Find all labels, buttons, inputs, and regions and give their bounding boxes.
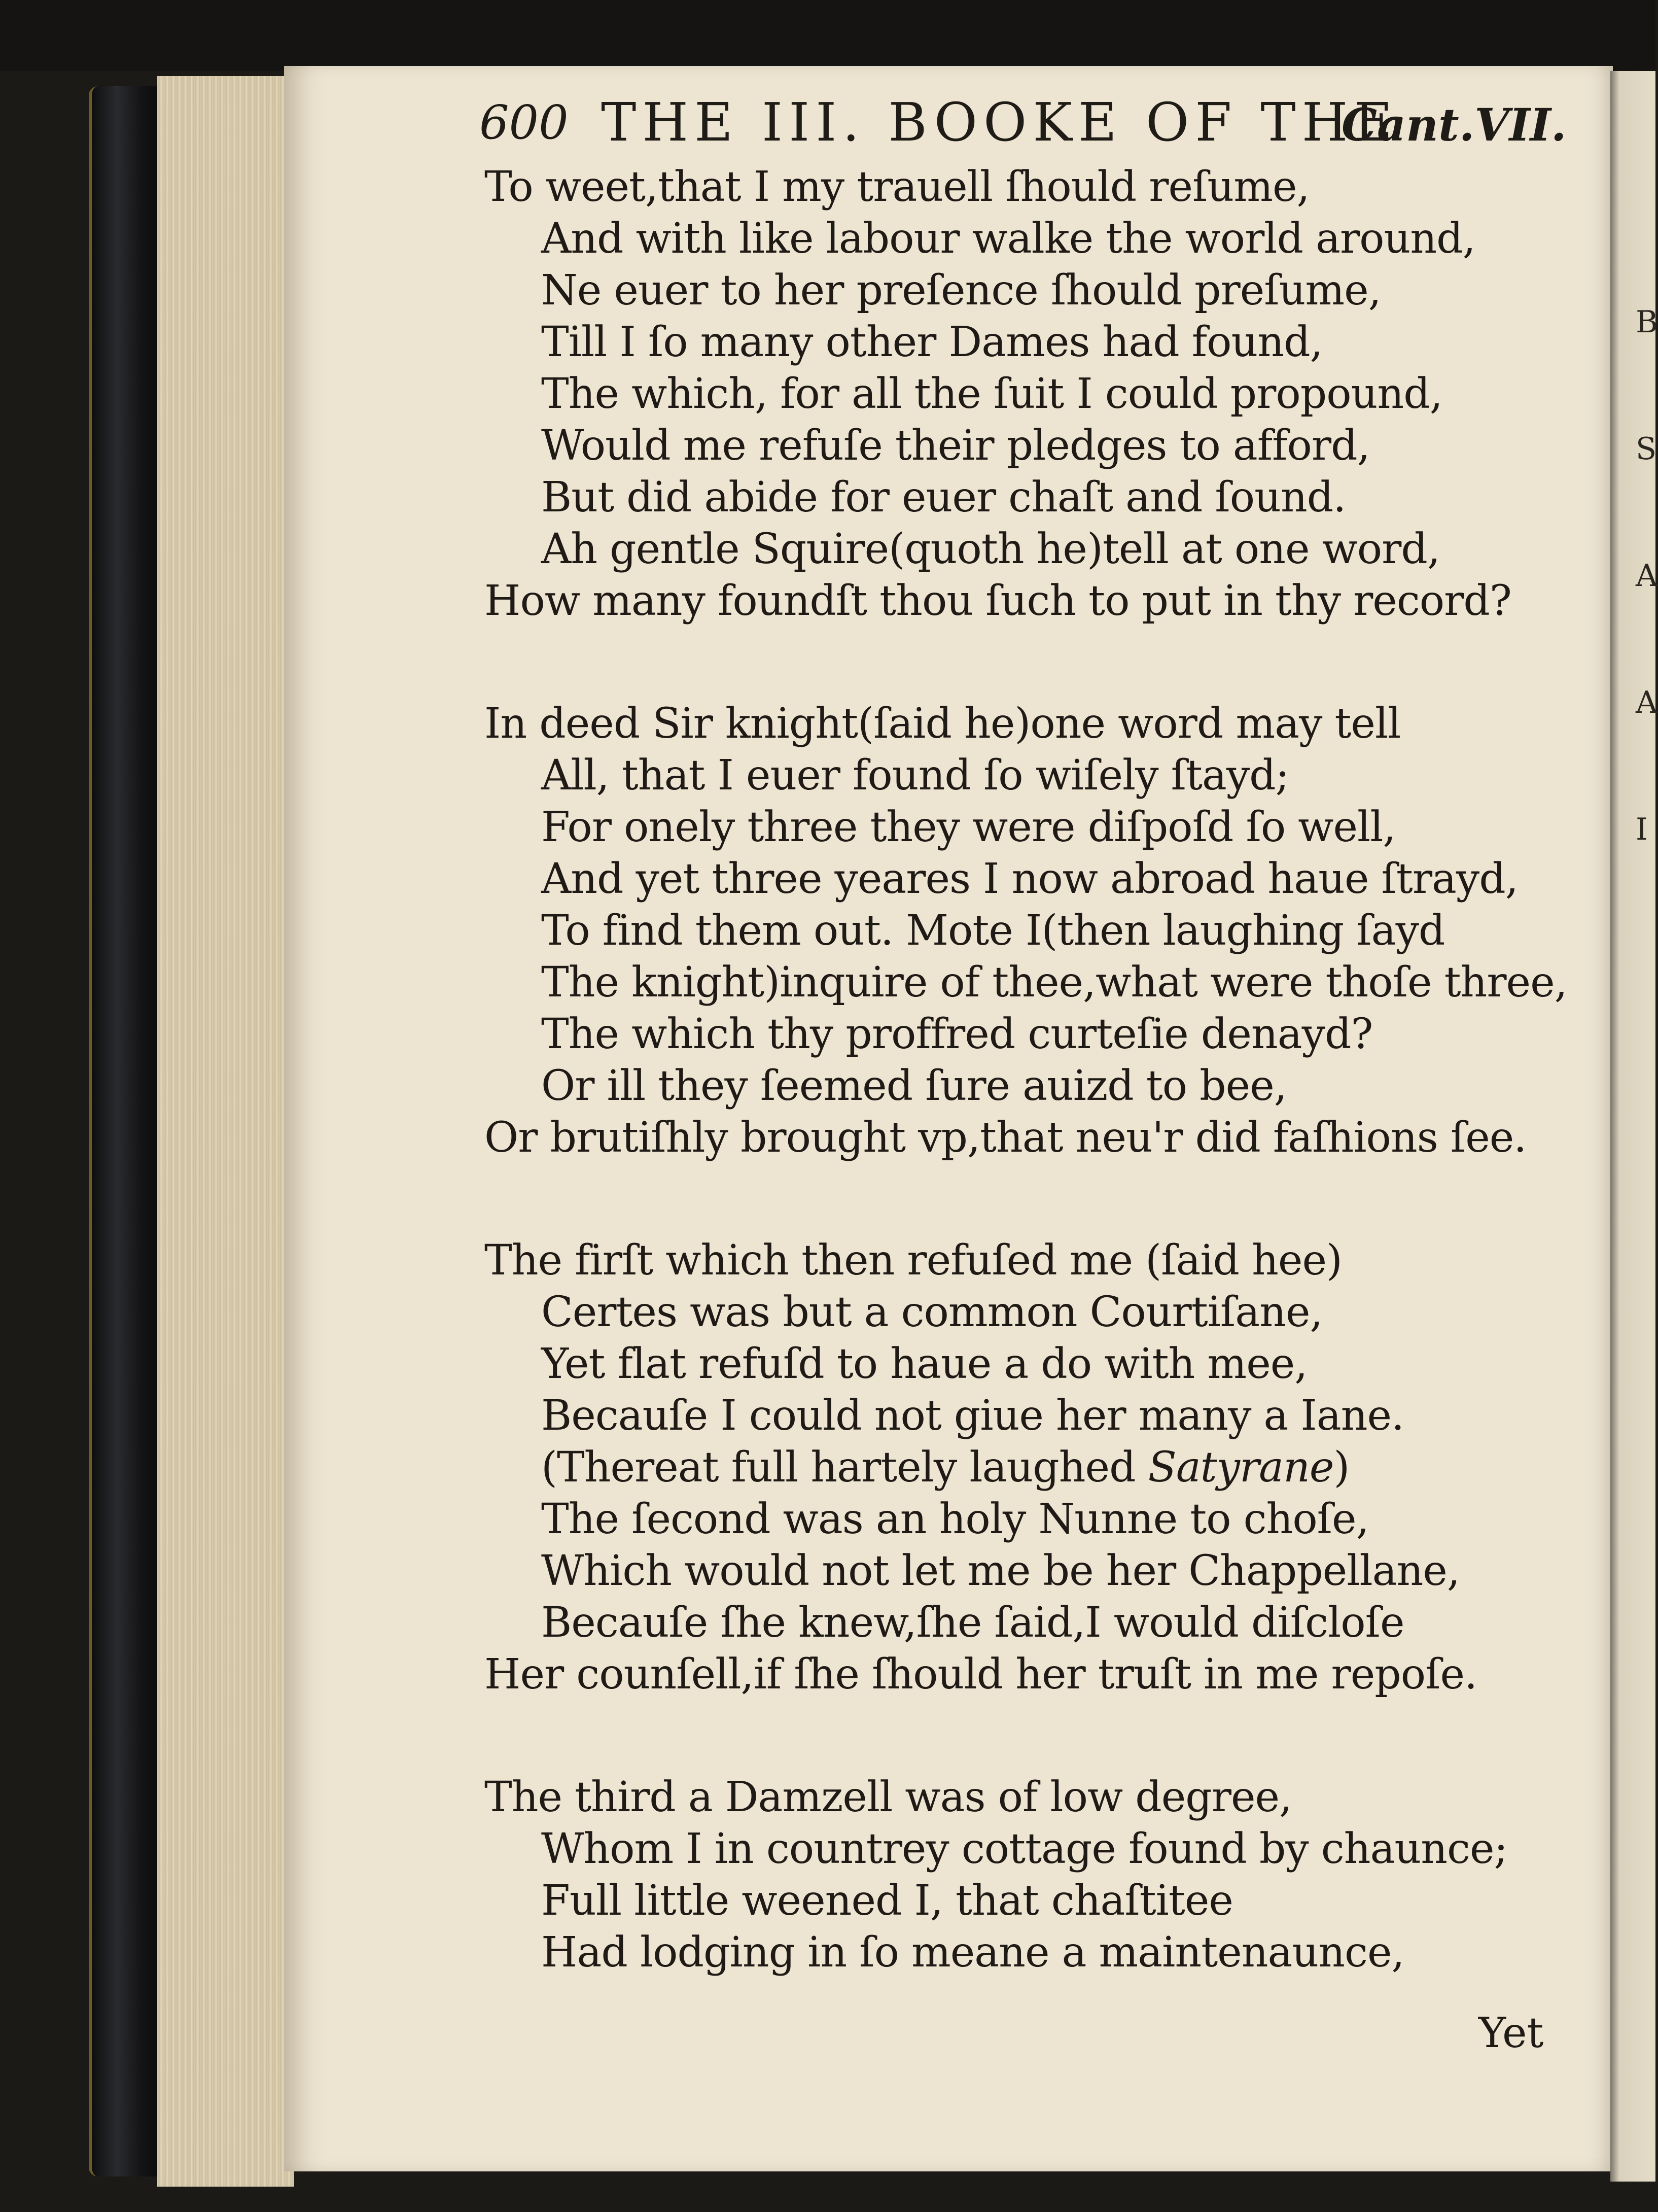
verse-line	[484, 368, 1575, 420]
poem-text	[484, 161, 1575, 1979]
verse-text: Becauſe I could not giue her many a Iane.	[541, 1392, 1404, 1440]
verse-text: Full little weened I, that chaſtitee	[541, 1877, 1233, 1925]
verse-line	[484, 213, 1575, 265]
verse-line	[484, 1287, 1575, 1338]
verse-line	[484, 161, 1575, 213]
verse-line	[484, 1772, 1575, 1823]
verse-text: Which would not let me be her Chappellane,	[541, 1547, 1460, 1595]
book-cover	[89, 86, 163, 2176]
verse-line	[484, 1494, 1575, 1545]
verse-line	[484, 1442, 1575, 1494]
verse-text: To weet,that I my trauell ſhould reſume,	[484, 163, 1310, 211]
verse-line	[484, 265, 1575, 317]
verse-line	[484, 1060, 1575, 1112]
facing-page-letter: S	[1636, 431, 1657, 467]
verse-line	[484, 1338, 1575, 1390]
verse-line	[484, 1235, 1575, 1287]
facing-page-letter: A	[1636, 558, 1658, 594]
verse-line	[484, 1112, 1575, 1164]
verse-line	[484, 1545, 1575, 1597]
verse-line	[484, 957, 1575, 1009]
verse-line	[484, 524, 1575, 575]
verse-text: And with like labour walke the world around,	[541, 215, 1475, 263]
facing-page-letter: I	[1636, 812, 1648, 847]
stanza	[484, 161, 1575, 627]
verse-line	[484, 905, 1575, 957]
verse-text: Or brutiſhly brought vp,that neu'r did faſhions ſee.	[484, 1114, 1527, 1162]
verse-text: Would me refuſe their pledges to afford,	[541, 422, 1370, 470]
verse-text: Ne euer to her preſence ſhould preſume,	[541, 266, 1381, 315]
page-header	[0, 91, 1655, 157]
verse-line	[484, 1823, 1575, 1875]
verse-line	[484, 317, 1575, 368]
canto-label: Cant.VII.	[1342, 98, 1567, 151]
verse-text-tail: )	[1333, 1443, 1350, 1492]
verse-line	[484, 853, 1575, 905]
verse-line	[484, 1597, 1575, 1649]
verse-line	[484, 1875, 1575, 1927]
verse-line	[484, 750, 1575, 802]
verse-text: But did abide for euer chaſt and ſound.	[541, 473, 1346, 522]
verse-text: How many foundſt thou ſuch to put in thy record?	[484, 577, 1511, 625]
verse-text: Till I ſo many other Dames had found,	[541, 318, 1323, 366]
verse-text: (Thereat full hartely laughed	[541, 1443, 1148, 1492]
running-title: THE III. BOOKE OF THE	[601, 91, 1399, 153]
proper-name: Satyrane	[1148, 1443, 1334, 1492]
page-number: 600	[479, 95, 569, 150]
verse-text: Had lodging in ſo meane a maintenaunce,	[541, 1928, 1404, 1977]
stanza	[484, 698, 1575, 1164]
stanza	[484, 1235, 1575, 1701]
verse-text: Yet flat refuſd to haue a do with mee,	[541, 1340, 1308, 1388]
verse-text: The firſt which then refuſed me (ſaid hee)	[484, 1236, 1342, 1285]
verse-line	[484, 1009, 1575, 1060]
verse-text: Certes was but a common Courtiſane,	[541, 1288, 1323, 1336]
verse-text: The ſecond was an holy Nunne to choſe,	[541, 1495, 1369, 1543]
page-edges	[157, 76, 294, 2187]
verse-text: In deed Sir knight(ſaid he)one word may tell	[484, 700, 1401, 748]
verse-text: Becauſe ſhe knew,ſhe ſaid,I would diſcloſe	[541, 1599, 1404, 1647]
verse-text: To find them out. Mote I(then laughing ſayd	[541, 907, 1445, 955]
background-top	[0, 0, 1655, 71]
verse-line	[484, 1649, 1575, 1701]
verse-text: The knight)inquire of thee,what were thoſe three,	[541, 958, 1567, 1007]
verse-text: Ah gentle Squire(quoth he)tell at one word,	[541, 525, 1440, 573]
verse-text: The which, for all the ſuit I could propound,	[541, 370, 1442, 418]
facing-page-letters	[1636, 304, 1658, 939]
catchword: Yet	[1478, 2009, 1544, 2057]
stanza	[484, 1772, 1575, 1979]
verse-text: For onely three they were diſpoſd ſo well,	[541, 803, 1396, 851]
verse-text: Whom I in countrey cottage found by chaunce;	[541, 1825, 1508, 1873]
verse-line	[484, 420, 1575, 472]
facing-page-letter: A	[1636, 685, 1658, 720]
verse-text: All, that I euer found ſo wiſely ſtayd;	[541, 751, 1289, 800]
facing-page-letter: B	[1636, 304, 1658, 340]
verse-text: Or ill they ſeemed ſure auizd to bee,	[541, 1062, 1287, 1110]
verse-line	[484, 802, 1575, 853]
verse-line	[484, 575, 1575, 627]
verse-line	[484, 1390, 1575, 1442]
verse-text: The which thy proffred curteſie denayd?	[541, 1010, 1373, 1058]
verse-text: The third a Damzell was of low degree,	[484, 1773, 1292, 1821]
verse-text: And yet three yeares I now abroad haue ſtrayd,	[541, 855, 1518, 903]
verse-line	[484, 472, 1575, 524]
verse-line	[484, 698, 1575, 750]
verse-text: Her counſell,if ſhe ſhould her truſt in me repoſe.	[484, 1650, 1477, 1699]
verse-line	[484, 1927, 1575, 1979]
